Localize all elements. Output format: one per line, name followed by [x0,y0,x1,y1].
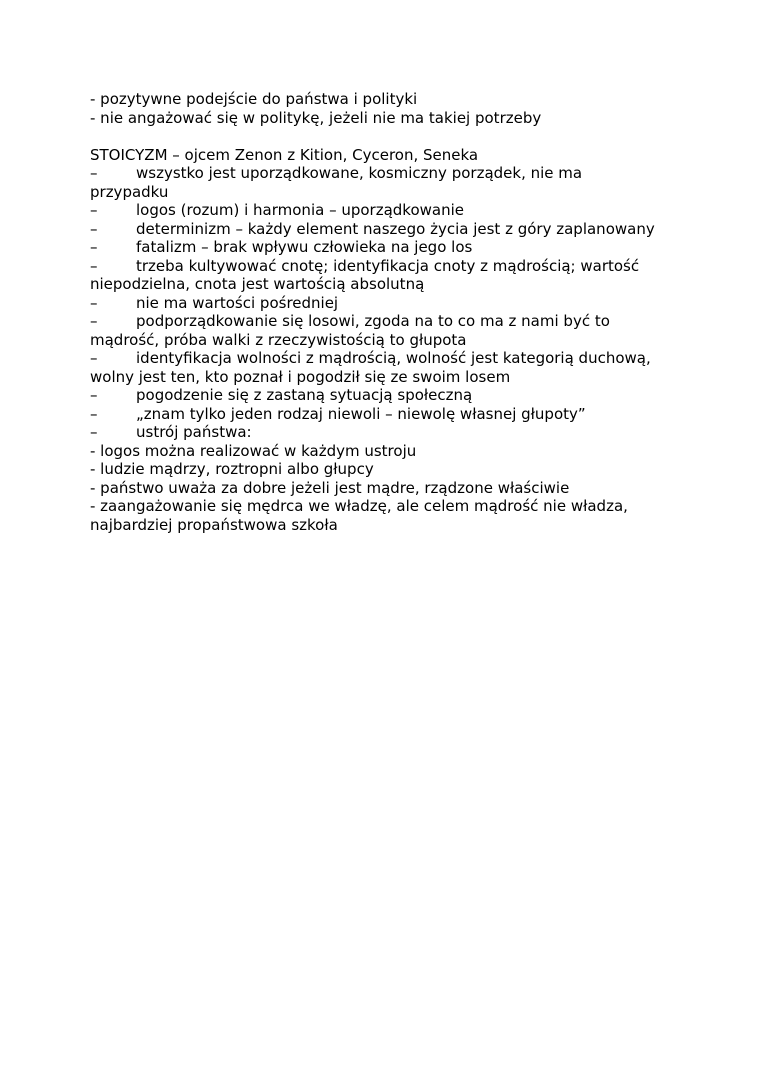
dash-bullet: – [90,293,98,312]
dash-list-item [90,164,690,183]
dash-item-text: identyfikacja wolności z mądrością, wolność jest kategorią duchową, [136,349,651,367]
dash-item-text: logos (rozum) i harmonia – uporządkowanie [136,201,464,219]
dash-item-text: wszystko jest uporządkowane, kosmiczny porządek, nie ma [136,164,583,182]
blank-line [90,127,690,146]
dash-item-text: „znam tylko jeden rodzaj niewoli – niewolę własnej głupoty” [136,404,586,423]
dash-list-item [90,312,690,331]
dash-bullet: – [90,238,98,256]
hyphen-line: - zaangażowanie się mędrca we władzę, ale celem mądrość nie władza, [90,497,628,515]
dash-list-item [90,405,690,424]
dash-item-continuation: niepodzielna, cnota jest wartością absolutną [90,275,425,293]
dash-list-item [90,386,690,405]
dash-item-text: trzeba kultywować cnotę; identyfikacja cnoty z mądrością; wartość [136,256,640,275]
dash-list-item [90,423,690,442]
dash-list-item [90,238,690,257]
hyphen-line: - logos można realizować w każdym ustroju [90,441,417,460]
dash-item-text: fatalizm – brak wpływu człowieka na jego los [136,238,473,256]
dash-item-continuation: wolny jest ten, kto poznał i pogodził się ze swoim losem [90,367,511,386]
dash-list-item [90,294,690,313]
intro-line: - nie angażować się w politykę, jeżeli nie ma takiej potrzeby [90,108,542,127]
dash-list-item [90,201,690,220]
dash-bullet: – [90,219,98,238]
dash-list-item [90,220,690,239]
dash-bullet: – [90,349,98,367]
dash-list-item [90,349,690,368]
dash-bullet: – [90,312,98,330]
dash-item-text: podporządkowanie się losowi, zgoda na to co ma z nami być to [136,312,610,330]
dash-item-continuation: przypadku [90,182,169,201]
document-page [90,90,690,534]
dash-item-text: pogodzenie się z zastaną sytuacją społeczną [136,386,473,404]
dash-list-item [90,257,690,276]
dash-bullet: – [90,404,98,423]
dash-bullet: – [90,201,98,219]
intro-line: - pozytywne podejście do państwa i polityki [90,90,418,108]
dash-list [90,164,690,442]
hyphen-line: - ludzie mądrzy, roztropni albo głupcy [90,460,374,478]
dash-bullet: – [90,423,98,441]
section-heading: STOICYZM – ojcem Zenon z Kition, Cyceron, Seneka [90,145,479,164]
dash-bullet: – [90,164,98,182]
hyphen-line: - państwo uważa za dobre jeżeli jest mądre, rządzone właściwie [90,478,570,497]
dash-bullet: – [90,256,98,275]
dash-bullet: – [90,386,98,404]
dash-item-text: nie ma wartości pośredniej [136,293,339,312]
hyphen-line-continuation: najbardziej propaństwowa szkoła [90,515,338,534]
dash-item-text: determinizm – każdy element naszego życia jest z góry zaplanowany [136,219,655,238]
dash-item-continuation: mądrość, próba walki z rzeczywistością to głupota [90,330,467,349]
dash-item-text: ustrój państwa: [136,423,252,441]
